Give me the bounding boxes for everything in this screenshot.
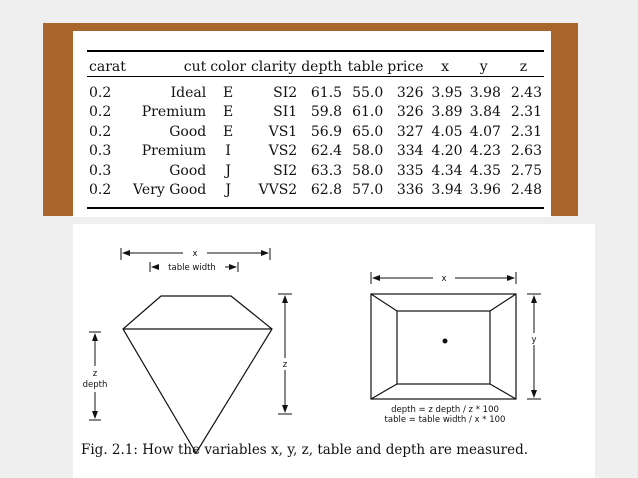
cell-depth: 62.8: [310, 182, 343, 198]
diamond-top-view: [371, 294, 516, 399]
diamonds-table: [87, 58, 544, 201]
cell-clarity: SI2: [273, 84, 298, 101]
table-row: [87, 162, 544, 182]
cell-price: 334: [396, 143, 424, 159]
table-row: [87, 78, 544, 104]
cell-color: J: [225, 182, 231, 198]
cell-cut: Premium: [141, 104, 207, 120]
cell-depth: 61.5: [310, 84, 343, 101]
cell-depth: 59.8: [310, 104, 343, 120]
cell-color: J: [225, 162, 231, 179]
header-depth: depth: [301, 59, 343, 75]
depth-formula: depth = z depth / z * 100: [391, 405, 499, 415]
table-top-rule: [87, 50, 544, 52]
cell-cut: Premium: [141, 143, 207, 159]
cell-x: 3.89: [431, 104, 463, 120]
left-z-label: z: [92, 369, 98, 379]
cell-y: 4.35: [469, 162, 501, 179]
diamond-side-view: [123, 296, 272, 453]
cell-color: E: [223, 84, 234, 101]
header-table: table: [347, 59, 384, 75]
cell-table: 55.0: [352, 84, 384, 101]
cell-clarity: VS2: [268, 143, 298, 159]
cell-depth: 62.4: [310, 143, 343, 159]
cell-x: 4.34: [431, 162, 463, 179]
cell-z: 2.63: [510, 143, 542, 159]
side-x-dimension: [121, 248, 270, 260]
cell-depth: 63.3: [310, 162, 343, 179]
table-row: [87, 123, 544, 143]
cell-cut: Very Good: [133, 182, 207, 198]
header-y: y: [479, 59, 488, 75]
table-width-dimension: [150, 262, 238, 273]
cell-carat: 0.2: [89, 123, 112, 140]
right-z-label: z: [282, 360, 288, 370]
cell-z: 2.75: [510, 162, 542, 179]
cell-price: 327: [396, 123, 424, 140]
header-cut: cut: [183, 59, 207, 75]
cell-z: 2.31: [510, 123, 542, 140]
diamonds-table-card: [73, 31, 551, 217]
top-x-dimension: [371, 272, 516, 284]
cell-price: 335: [396, 162, 424, 179]
table-row: [87, 103, 544, 123]
left-depth-dimension: [83, 332, 108, 420]
side-x-label: x: [192, 249, 198, 259]
cell-color: I: [225, 143, 231, 159]
cell-cut: Ideal: [170, 84, 207, 101]
cell-x: 4.05: [431, 123, 463, 140]
table-header-row: [87, 58, 544, 78]
cell-y: 3.84: [469, 104, 501, 120]
cell-y: 4.23: [469, 143, 501, 159]
top-x-label: x: [441, 274, 447, 284]
cell-table: 65.0: [352, 123, 384, 140]
cell-carat: 0.3: [89, 143, 112, 159]
cell-x: 3.94: [431, 182, 463, 198]
header-carat: carat: [89, 59, 126, 75]
table-row: [87, 142, 544, 162]
cell-cut: Good: [169, 162, 207, 179]
cell-clarity: SI2: [273, 162, 298, 179]
cell-price: 336: [396, 182, 424, 198]
header-clarity: clarity: [250, 59, 297, 75]
cell-y: 4.07: [469, 123, 501, 140]
culet-dot: [443, 339, 448, 344]
cell-carat: 0.2: [89, 84, 112, 101]
depth-label: depth: [82, 380, 108, 390]
header-z: z: [519, 59, 528, 75]
cell-y: 3.98: [469, 84, 501, 101]
table-bottom-rule: [87, 207, 544, 209]
right-z-dimension: [278, 294, 292, 414]
cell-table: 57.0: [352, 182, 384, 198]
header-price: price: [387, 59, 424, 75]
cell-carat: 0.2: [89, 182, 112, 198]
cell-z: 2.43: [510, 84, 542, 101]
cell-carat: 0.3: [89, 162, 112, 179]
diamond-measurement-figure: [73, 224, 595, 478]
header-x: x: [441, 59, 450, 75]
diamond-diagram: [73, 224, 595, 478]
cell-price: 326: [396, 104, 424, 120]
cell-table: 58.0: [352, 143, 384, 159]
cell-carat: 0.2: [89, 104, 112, 120]
cell-x: 4.20: [431, 143, 463, 159]
cell-cut: Good: [169, 123, 207, 140]
cell-clarity: VVS2: [258, 182, 298, 198]
figure-caption: Fig. 2.1: How the variables x, y, z, table and depth are measured.: [81, 442, 529, 458]
cell-y: 3.96: [469, 182, 501, 198]
cell-z: 2.48: [510, 182, 542, 198]
table-formula: table = table width / x * 100: [384, 415, 506, 425]
cell-table: 61.0: [352, 104, 384, 120]
cell-color: E: [223, 104, 234, 120]
header-color: color: [210, 59, 247, 75]
cell-clarity: VS1: [268, 123, 298, 140]
cell-x: 3.95: [431, 84, 463, 101]
cell-table: 58.0: [352, 162, 384, 179]
y-label: y: [531, 335, 537, 345]
y-dimension: [527, 294, 541, 399]
table-width-label: table width: [168, 263, 216, 273]
table-row: [87, 181, 544, 201]
cell-price: 326: [396, 84, 424, 101]
cell-color: E: [223, 123, 234, 140]
cell-clarity: SI1: [273, 104, 298, 120]
cell-z: 2.31: [510, 104, 542, 120]
cell-depth: 56.9: [310, 123, 343, 140]
